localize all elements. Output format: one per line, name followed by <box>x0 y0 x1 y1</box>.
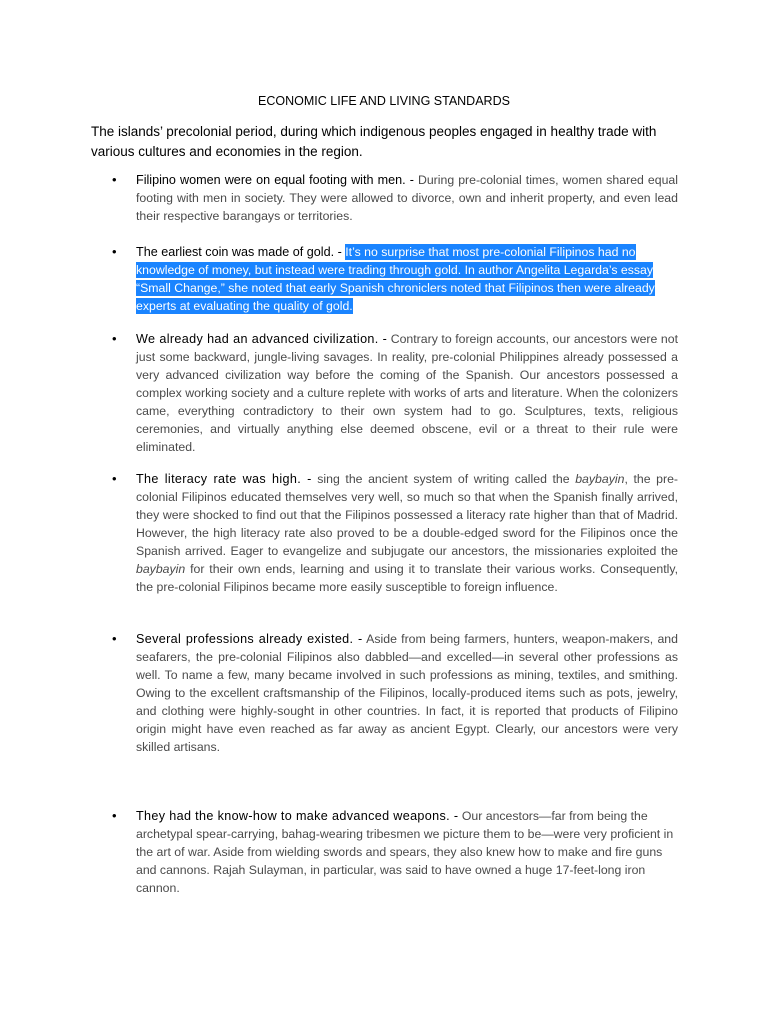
list-item-content <box>136 807 678 897</box>
bullet-icon: • <box>112 808 117 823</box>
bullet-icon: • <box>112 331 117 346</box>
item-body: During pre-colonial times, women shared equal footing with men in society. They were allowed to divorce, own and inherit property, and even lead their respective barangays or territories. <box>136 173 678 223</box>
bullet-icon: • <box>112 244 117 259</box>
list-item <box>112 243 678 315</box>
item-body-part: for their own ends, learning and using it to translate their various works. Consequently, the pre-colonial Filipinos became more easily susceptible to foreign influence. <box>136 562 679 594</box>
item-heading: They had the know-how to make advanced weapons. - <box>136 809 459 823</box>
item-body: Our ancestors—far from being the archetypal spear-carrying, bahag-wearing tribesmen we picture them to be—were very proficient in the art of war. Aside from wielding swords and spears, they also knew how to make and fire guns and cannons. Rajah Sulayman, in particular, was said to have owned a huge 17-feet-long iron cannon. <box>136 809 674 895</box>
selected-text-highlight[interactable]: It’s no surprise that most pre-colonial Filipinos had no knowledge of money, but instead were trading through gold. In author Angelita Legarda’s essay “Small Change,” she noted that early Spanish chroniclers noted that Filipinos then were already experts at evaluating the quality of gold. <box>136 245 655 313</box>
item-body-emphasis: baybayin <box>136 562 186 576</box>
list-item <box>112 470 678 596</box>
item-body: Contrary to foreign accounts, our ancestors were not just some backward, jungle-living savages. In reality, pre-colonial Philippines already possessed a very advanced civilization way before the coming of the Spanish. Our ancestors possessed a complex working society and a culture replete with works of arts and literature. When the colonizers came, everything contradictory to their own system had to go. Sculptures, texts, religious ceremonies, and virtually anything else deemed obscene, evil or a threat to their rule were eliminated. <box>136 332 678 454</box>
list-item <box>112 807 678 897</box>
item-body-part: , the pre-colonial Filipinos educated themselves very well, so much so that when the Spanish finally arrived, they were shocked to find out that the Filipinos possessed a literacy rate higher than that of Madrid. However, the high literacy rate also proved to be a double-edged sword for the Filipinos once the Spanish arrived. Eager to evangelize and subjugate our ancestors, the missionaries exploited the <box>136 472 678 558</box>
item-body: Aside from being farmers, hunters, weapon-makers, and seafarers, the pre-colonial Filipinos also dabbled—and excelled—in several other professions as well. To name a few, many became involved in such professions as mining, textiles, and smithing. Owing to the excellent craftsmanship of the Filipinos, locally-produced items such as pots, jewelry, and clothing were highly-sought in other countries. In fact, it is reported that products of Filipino origin might have even reached as far away as ancient Egypt. Clearly, our ancestors were very skilled artisans. <box>136 632 678 754</box>
list-item-content <box>136 330 678 456</box>
list-item <box>112 171 678 225</box>
item-heading: The earliest coin was made of gold. - <box>136 245 342 259</box>
list-item-content <box>136 630 678 756</box>
list-item <box>112 330 678 456</box>
list-item <box>112 630 678 756</box>
item-heading: The literacy rate was high. - <box>136 472 312 486</box>
list-item-content <box>136 470 678 596</box>
item-heading: Filipino women were on equal footing with men. - <box>136 173 414 187</box>
list-item-content <box>136 243 678 315</box>
item-heading: Several professions already existed. - <box>136 632 363 646</box>
intro-paragraph: The islands’ precolonial period, during which indigenous peoples engaged in healthy trade with various cultures and economies in the region. <box>91 124 657 159</box>
item-body-part: sing the ancient system of writing called the <box>317 472 570 486</box>
document-title: ECONOMIC LIFE AND LIVING STANDARDS <box>258 94 510 108</box>
bullet-icon: • <box>112 471 117 486</box>
item-body-emphasis: baybayin <box>575 472 625 486</box>
item-heading: We already had an advanced civilization. - <box>136 332 388 346</box>
bullet-icon: • <box>112 172 117 187</box>
list-item-content <box>136 171 678 225</box>
bullet-icon: • <box>112 631 117 646</box>
